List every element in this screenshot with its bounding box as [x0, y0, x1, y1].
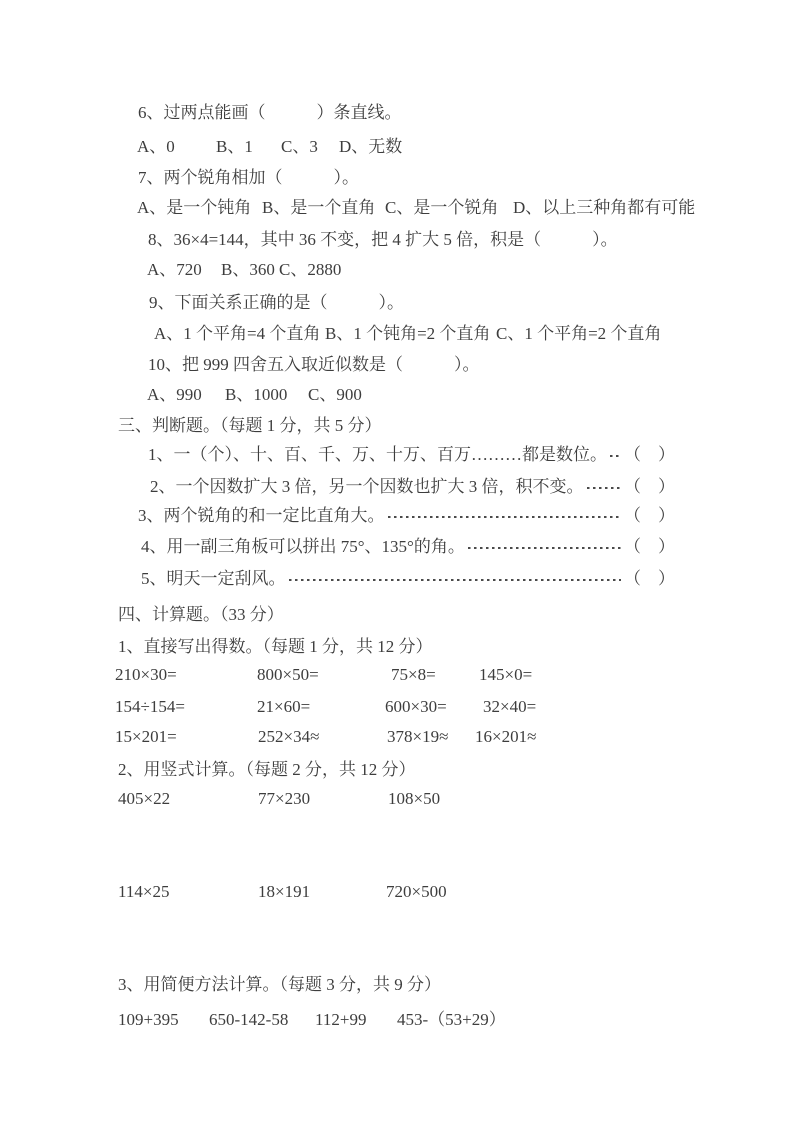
- judgment-text: 3、两个锐角的和一定比直角大。: [138, 506, 385, 525]
- calc-expression: 109+395: [118, 1010, 179, 1029]
- question-6-stem: 6、过两点能画（ ）条直线。: [138, 103, 402, 122]
- calc-expression: 18×191: [258, 882, 311, 901]
- question-10-stem: 10、把 999 四舍五入取近似数是（ ）。: [148, 355, 480, 374]
- judgment-item: [141, 569, 675, 589]
- mc-option: C、3: [281, 137, 318, 156]
- dot-leader: [388, 516, 622, 519]
- mc-option: B、360: [221, 260, 275, 279]
- mc-option: A、0: [137, 137, 175, 156]
- dot-leader: [587, 487, 622, 490]
- direct-calc-header: 1、直接写出得数。（每题 1 分，共 12 分）: [118, 637, 433, 656]
- calc-expression: 21×60=: [257, 697, 311, 716]
- dot-leader: [289, 579, 622, 582]
- judgment-item: [141, 537, 675, 557]
- mc-option: C、是一个锐角: [385, 198, 499, 217]
- judgment-text: 5、明天一定刮风。: [141, 569, 286, 588]
- mc-option: B、是一个直角: [262, 198, 376, 217]
- judgment-text: 4、用一副三角板可以拼出 75°、135°的角。: [141, 537, 465, 556]
- mc-option: B、1: [216, 137, 253, 156]
- calc-expression: 210×30=: [115, 665, 177, 684]
- judgment-item: [150, 477, 675, 497]
- calc-expression: 75×8=: [391, 665, 436, 684]
- calc-expression: 15×201=: [115, 727, 177, 746]
- section-calculation-header: 四、计算题。（33 分）: [118, 605, 284, 624]
- calc-expression: 720×500: [386, 882, 447, 901]
- answer-bracket: （ ）: [624, 506, 675, 525]
- judgment-item: [148, 445, 675, 465]
- calc-expression: 378×19≈: [387, 727, 449, 746]
- calc-expression: 108×50: [388, 789, 441, 808]
- mc-option: B、1000: [225, 385, 288, 404]
- calc-expression: 800×50=: [257, 665, 319, 684]
- section-judgment-header: 三、判断题。（每题 1 分，共 5 分）: [118, 416, 382, 435]
- mc-option: C、1 个平角=2 个直角: [496, 324, 662, 343]
- question-7-stem: 7、两个锐角相加（ ）。: [138, 168, 359, 187]
- dot-leader: [468, 547, 621, 550]
- calc-expression: 650-142-58: [209, 1010, 289, 1029]
- judgment-text: 2、一个因数扩大 3 倍，另一个因数也扩大 3 倍，积不变。: [150, 477, 584, 496]
- calc-expression: 77×230: [258, 789, 311, 808]
- mc-option: A、720: [147, 260, 202, 279]
- mc-option: D、无数: [339, 137, 403, 156]
- answer-bracket: （ ）: [624, 537, 675, 556]
- calc-expression: 600×30=: [385, 697, 447, 716]
- calc-expression: 154÷154=: [115, 697, 185, 716]
- mc-option: A、是一个钝角: [137, 198, 252, 217]
- calc-expression: 453-（53+29）: [397, 1010, 506, 1029]
- mc-option: B、1 个钝角=2 个直角: [325, 324, 491, 343]
- calc-expression: 145×0=: [479, 665, 533, 684]
- judgment-item: [138, 506, 675, 526]
- question-8-stem: 8、36×4=144，其中 36 不变，把 4 扩大 5 倍，积是（ ）。: [148, 230, 618, 249]
- mc-option: C、900: [308, 385, 362, 404]
- calc-expression: 114×25: [118, 882, 170, 901]
- dot-leader: [610, 455, 621, 458]
- answer-bracket: （ ）: [624, 445, 675, 464]
- calc-expression: 252×34≈: [258, 727, 320, 746]
- calc-expression: 16×201≈: [475, 727, 537, 746]
- vertical-calc-header: 2、用竖式计算。（每题 2 分，共 12 分）: [118, 760, 416, 779]
- mc-option: C、2880: [279, 260, 342, 279]
- mc-option: A、1 个平角=4 个直角: [154, 324, 321, 343]
- question-9-stem: 9、下面关系正确的是（ ）。: [149, 293, 404, 312]
- mc-option: A、990: [147, 385, 202, 404]
- calc-expression: 112+99: [315, 1010, 367, 1029]
- judgment-text: 1、一（个）、十、百、千、万、十万、百万………都是数位。: [148, 445, 607, 464]
- calc-expression: 405×22: [118, 789, 171, 808]
- calc-expression: 32×40=: [483, 697, 537, 716]
- mc-option: D、以上三种角都有可能: [513, 198, 696, 217]
- answer-bracket: （ ）: [624, 569, 675, 588]
- answer-bracket: （ ）: [624, 477, 675, 496]
- simplified-calc-header: 3、用简便方法计算。（每题 3 分，共 9 分）: [118, 975, 441, 994]
